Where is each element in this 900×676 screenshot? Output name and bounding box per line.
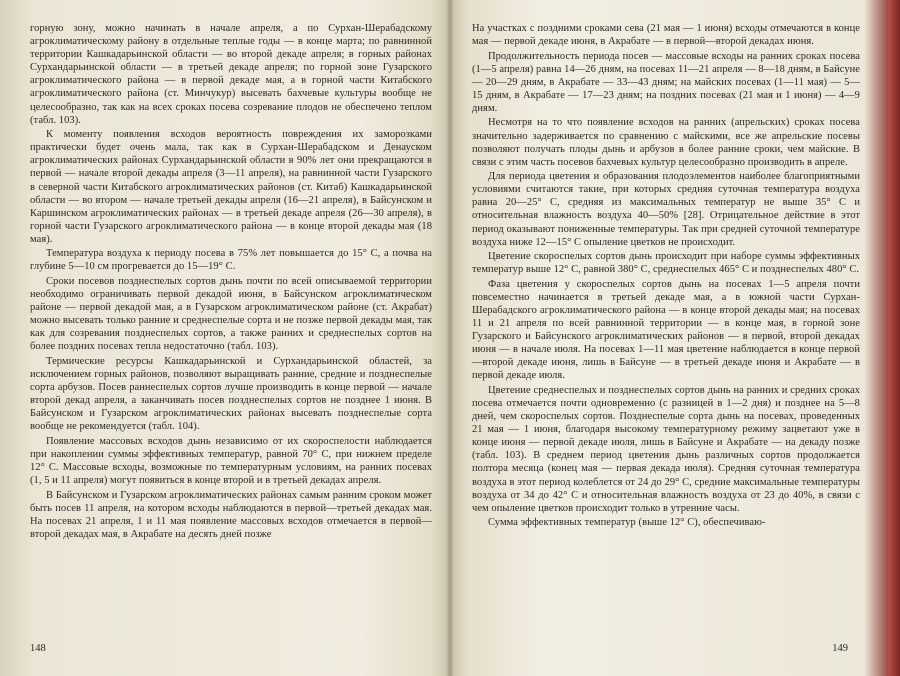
paragraph: Сроки посевов позднеспелых сортов дынь почти по всей описываемой территории необходимо ограничивать первой декадой июня, в Байсунском агроклиматическом районе — первой декадой мая, а в Гузарском агроклиматическом районе (ст. Акрабат) можно высевать только ранние и среднеспелые сорта и не позже первой декады мая, так как для созревания позднеспелых сортов, а также ранних и среднеспелых сортов на более поздних посевах тепла недостаточно (табл. 103). bbox=[30, 275, 432, 353]
page-number: 149 bbox=[832, 643, 848, 654]
left-page-text bbox=[30, 22, 432, 541]
right-page-text bbox=[472, 22, 860, 529]
paragraph: Появление массовых всходов дынь независимо от их скороспелости наблюдается при накоплении суммы эффективных температур, равной 70° С, при нижнем пределе 12° С. Массовые всходы, возможные по температурным условиям, на ранних посевах (1, 5 и 11 апреля) могут появиться в конце второй и в третьей декадах апреля. bbox=[30, 435, 432, 487]
paragraph: Цветение скороспелых сортов дынь происходит при наборе суммы эффективных температур выше 12° С, равной 380° С, среднеспелых 465° С и позднеспелых 480° С. bbox=[472, 251, 860, 276]
cover-edge bbox=[888, 0, 900, 676]
left-page bbox=[0, 0, 448, 676]
paragraph: Фаза цветения у скороспелых сортов дынь на посевах 1—5 апреля почти повсеместно начинается в третьей декаде мая, а в южной части Сурхан-Шерабадского агроклиматического района — в конце второй декады мая; на посевах 11 и 21 апреля по всей равнинной территории — в конце мая, в горной зоне Гузарского и Байсунского агроклиматических районов — в первой, второй декадах июня — в начале июля. На посевах 1—11 мая цветение наблюдается в конце первой—второй декаде июня, лишь в Байсуне — в третьей декаде июня и Акрабате — в первой декаде июля. bbox=[472, 278, 860, 382]
right-page bbox=[452, 0, 888, 676]
paragraph: К моменту появления всходов вероятность повреждения их заморозками практически будет очень мала, так как в Сурхан-Шерабадском и Денауском агроклиматических районах Сурхандарьинской области в 90% лет они прекращаются в первой — начале второй декады апреля (3—11 апреля), на равнинной части Гузарского в северной части Китабского агроклиматических районов (ст. Китаб) Кашкадарьинской области — во втором — начале третьей декады апреля (16—21 апреля), в Байсунском и Каршинском агроклиматических районах — в третьей декаде апреля (26—30 апреля), в горной части Гузарского агроклиматического района — в конце второй декады мая (18 мая). bbox=[30, 129, 432, 245]
paragraph: горную зону, можно начинать в начале апреля, а по Сурхан-Шерабадскому агроклиматическому району в отдельные теплые годы — в конце марта; по равнинной территории Кашкадарьинской области — во второй декаде апреля; в горных районах Сурхандарьинской области — в третьей декаде апреля; по горной зоне Гузарского агроклиматического района — в первой декаде мая, а в горной части Китабского агроклиматического района (ст. Минчукур) высевать бахчевые культуры вообще не целесообразно, так как на всех сроках посева созревание плодов не обеспечено теплом (табл. 103). bbox=[30, 23, 432, 126]
paragraph: В Байсунском и Гузарском агроклиматических районах самым ранним сроком может быть посев 11 апреля, на котором всходы наблюдаются в первой—третьей декадах мая. На посевах 21 апреля, 1 и 11 мая появление массовых всходов отмечается в первой—второй декадах мая, в Акрабате на десять дней позже bbox=[30, 489, 432, 540]
paragraph: Для периода цветения и образования плодоэлементов наиболее благоприятными условиями считаются такие, при которых средняя суточная температура воздуха равна 20—25° С, средняя из максимальных температур не выше 35° С и относительная влажность воздуха 40—50% [28]. Отрицательное действие в этот период оказывают пониженные температуры. Так при средней суточной температуре воздуха ниже 12—15° С опыление цветков не происходит. bbox=[472, 171, 860, 248]
paragraph: На участках с поздними сроками сева (21 мая — 1 июня) всходы отмечаются в конце мая — первой декаде июня, в Акрабате — в первой—второй декадах июня. bbox=[472, 23, 860, 48]
page-number: 148 bbox=[30, 643, 46, 654]
paragraph: Цветение среднеспелых и позднеспелых сортов дынь на ранних и средних сроках посева отмечается почти одновременно (с разницей в 1—2 дня) и позднее на 5—8 дней, чем скороспелых сортов. Позднеспелые сорта дынь на посевах, проведенных 21 мая — 1 июня, благодаря высокому температурному режиму зацветают уже в конце июня — первой декаде июля, лишь в Байсуне и Акрабате — на декаду позже (табл. 103). В среднем период цветения дынь различных сортов продолжается полтора месяца (конец мая — первая декада июля). Средняя суточная температура воздуха в этот период колеблется от 24 до 29° С, средние максимальные температуры воздуха от 34 до 42° С и относительная влажность воздуха от 23 до 40%, в связи с чем опыление цветков происходит только в утренние часы. bbox=[472, 384, 860, 514]
paragraph: Термические ресурсы Кашкадарьинской и Сурхандарьинской областей, за исключением горных районов, позволяют выращивать ранние, средние и позднеспелые сорта арбузов. Посев раннеспелых сортов лучше производить в конце первой — начале второй декад апреля, а заканчивать посев позднеспелых сортов не позднее 1 июня. В Байсунском и Гузарском агроклиматических районах высевать позднеспелые сорта вообще не рекомендуется (табл. 104). bbox=[30, 355, 432, 433]
paragraph: Несмотря на то что появление всходов на ранних (апрельских) сроках посева значительно задерживается по сравнению с майскими, все же апрельские посевы позволяют получать плоды дынь и арбузов в более ранние сроки, чем майские. В связи с этим часть посевов бахчевых культур целесообразно производить в апреле. bbox=[472, 117, 860, 168]
paragraph: Сумма эффективных температур (выше 12° С), обеспечиваю- bbox=[488, 517, 766, 529]
paragraph: Продолжительность периода посев — массовые всходы на ранних сроках посева (1—5 апреля) равна 14—26 дням, на посевах 11—21 апреля — 8—18 дням, в Байсуне — 20—29 дням, в Акрабате — 33—43 дням; на майских посевах (1—11 мая) — 5—15 дням, в Акрабате — 17—23 дням; на поздних посевах (21 мая и 1 июня) — 4—9 дням. bbox=[472, 50, 860, 114]
paragraph: Температура воздуха к периоду посева в 75% лет повышается до 15° С, а почва на глубине 5—10 см прогревается до 15—19° С. bbox=[30, 248, 432, 273]
